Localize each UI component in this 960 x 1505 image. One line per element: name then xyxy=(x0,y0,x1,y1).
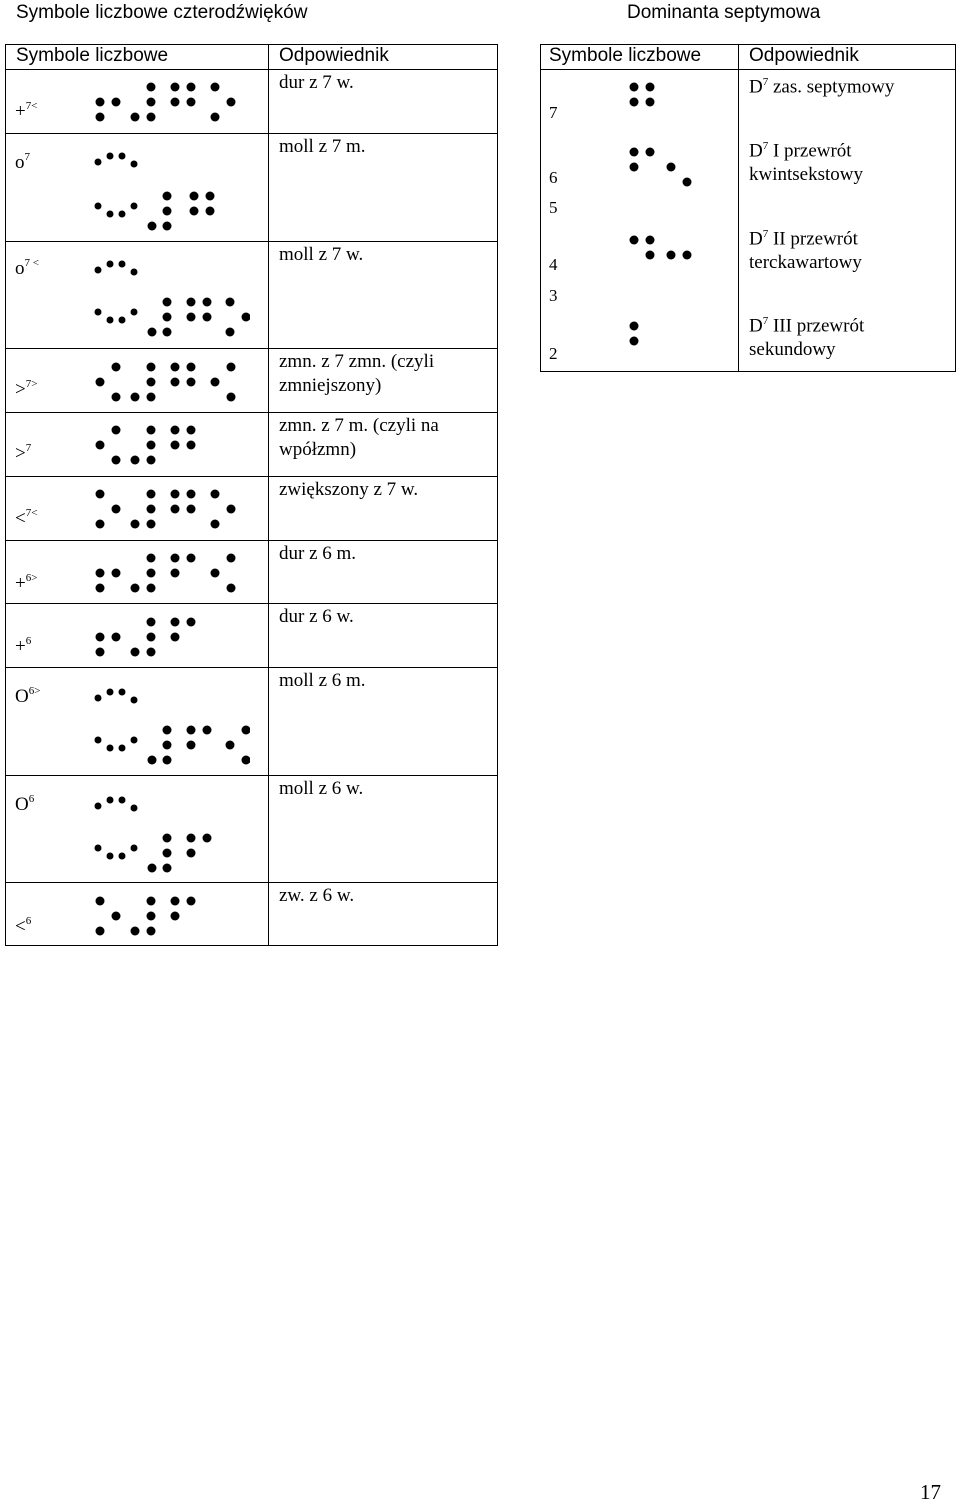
braille-pattern xyxy=(90,360,250,404)
chord-symbol: $O^{6>}$ xyxy=(15,685,41,707)
braille-pattern xyxy=(624,319,664,349)
chord-description: zmn. z 7 zmn. (czyli zmniejszony) xyxy=(279,351,435,396)
chord-symbol: <$^{7<}$ xyxy=(15,507,38,529)
chord-symbol: <$^6$ xyxy=(15,915,32,937)
chord-description: dur z 6 m. xyxy=(279,543,357,564)
dominant-description: $D^7$ I przewrót kwintsekstowy xyxy=(749,140,863,186)
braille-pattern xyxy=(90,551,250,595)
braille-pattern xyxy=(90,790,250,880)
braille-pattern xyxy=(624,145,694,189)
chord-description: zw. z 6 w. xyxy=(279,885,355,906)
right-header-equivalent: Odpowiednik xyxy=(749,45,859,66)
chord-symbol: >$^{7>}$ xyxy=(15,378,38,400)
chord-description: moll z 6 w. xyxy=(279,778,364,799)
chord-symbol: $O^6$ xyxy=(15,793,35,815)
chord-symbol: +$^{7<}$ xyxy=(15,100,38,122)
interval-number: 5 xyxy=(549,198,558,217)
braille-pattern xyxy=(90,80,250,122)
left-header-equivalent: Odpowiednik xyxy=(279,45,389,66)
braille-pattern xyxy=(624,233,694,263)
page-number: 17 xyxy=(920,1480,941,1504)
right-header-symbols: Symbole liczbowe xyxy=(549,45,702,66)
braille-pattern xyxy=(90,423,250,467)
left-section-title: Symbole liczbowe czterodźwięków xyxy=(16,2,308,23)
chord-symbol: $o^{7 <}$ xyxy=(15,257,39,279)
chord-description: moll z 7 m. xyxy=(279,136,366,157)
interval-number: 2 xyxy=(549,344,558,363)
braille-pattern xyxy=(90,254,250,344)
interval-number: 3 xyxy=(549,286,558,305)
chord-symbol: $o^7$ xyxy=(15,151,30,173)
dominant-description: $D^7$ zas. septymowy xyxy=(749,76,895,98)
chord-description: dur z 7 w. xyxy=(279,72,354,93)
interval-number: 6 xyxy=(549,168,558,187)
braille-pattern xyxy=(90,146,250,236)
chord-description: dur z 6 w. xyxy=(279,606,354,627)
interval-number: 7 xyxy=(549,103,558,122)
chord-symbol: >$^7$ xyxy=(15,442,32,464)
chord-symbol: +$^6$ xyxy=(15,635,32,657)
chord-description: zmn. z 7 m. (czyli na wpółzmn) xyxy=(279,415,439,460)
braille-pattern xyxy=(90,487,250,531)
chord-symbol: +$^{6>}$ xyxy=(15,572,38,594)
braille-pattern xyxy=(624,80,664,110)
braille-pattern xyxy=(90,894,250,938)
braille-pattern xyxy=(90,682,250,772)
left-header-symbols: Symbole liczbowe xyxy=(16,45,169,66)
chord-description: zwiększony z 7 w. xyxy=(279,479,419,500)
dominant-description: $D^7$ III przewrót sekundowy xyxy=(749,315,865,361)
right-section-title: Dominanta septymowa xyxy=(627,2,821,23)
dominant-description: $D^7$ II przewrót terckawartowy xyxy=(749,228,862,274)
braille-pattern xyxy=(90,615,250,659)
chord-description: moll z 7 w. xyxy=(279,244,364,265)
interval-number: 4 xyxy=(549,255,558,274)
chord-description: moll z 6 m. xyxy=(279,670,366,691)
